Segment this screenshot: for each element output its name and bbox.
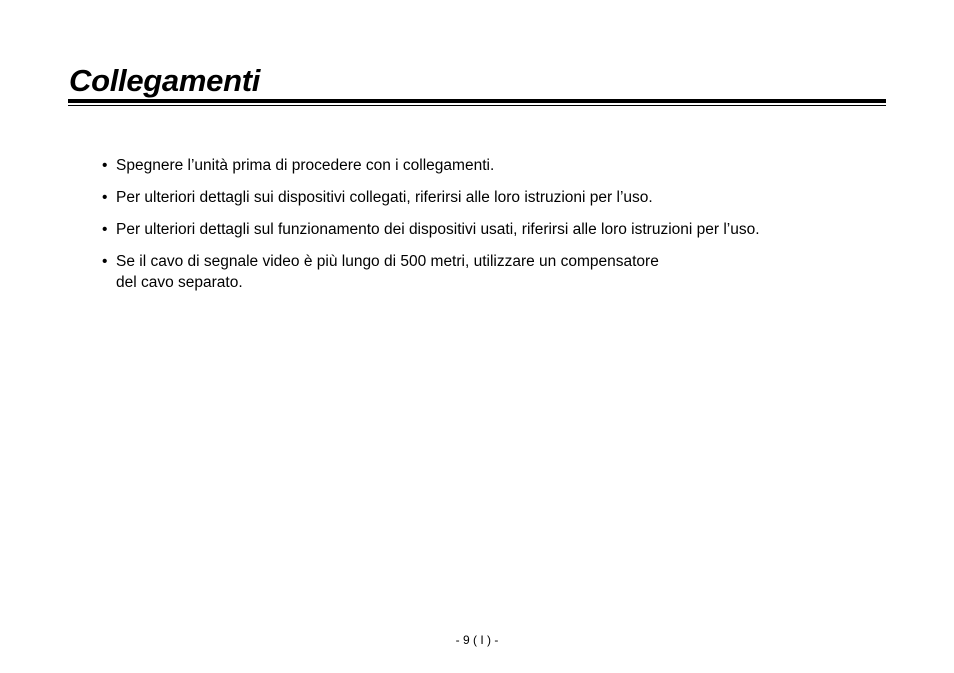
list-item-text-line-2: del cavo separato. xyxy=(116,274,243,291)
page-title: Collegamenti xyxy=(69,63,261,98)
instruction-list xyxy=(102,155,882,304)
bullet-icon: • xyxy=(102,221,108,238)
list-item xyxy=(102,219,882,240)
list-item-text: Per ulteriori dettagli sui dispositivi collegati, riferirsi alle loro istruzioni per l’uso. xyxy=(116,189,653,206)
list-item-text: Spegnere l’unità prima di procedere con i collegamenti. xyxy=(116,157,495,174)
page-number: - 9 ( I ) - xyxy=(455,633,499,647)
bullet-icon: • xyxy=(102,253,108,270)
list-item xyxy=(102,155,882,176)
title-divider-thick xyxy=(68,99,886,103)
list-item xyxy=(102,187,882,208)
title-divider-thin xyxy=(68,105,886,106)
bullet-icon: • xyxy=(102,189,108,206)
list-item-text: Per ulteriori dettagli sul funzionamento dei dispositivi usati, riferirsi alle loro istruzioni per l’uso. xyxy=(116,221,760,238)
bullet-icon: • xyxy=(102,157,108,174)
list-item-text-line-1: Se il cavo di segnale video è più lungo di 500 metri, utilizzare un compensatore xyxy=(116,253,659,270)
list-item xyxy=(102,251,882,293)
